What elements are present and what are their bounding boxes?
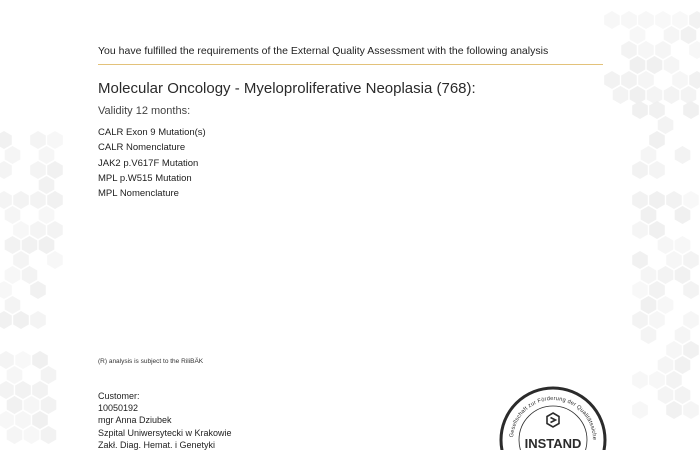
customer-organization: Szpital Uniwersytecki w Krakowie: [98, 427, 232, 438]
validity-label: Validity 12 months:: [98, 105, 191, 117]
gold-divider: [98, 64, 603, 65]
analysis-list: [98, 125, 206, 201]
intro-statement: You have fulfilled the requirements of the External Quality Assessment with the following analysis: [98, 45, 549, 57]
customer-label: Customer:: [98, 391, 140, 401]
customer-block: [98, 390, 318, 451]
rilibak-footnote: (R) analysis is subject to the RiliBÄK: [98, 358, 204, 365]
analysis-item: CALR Nomenclature: [98, 142, 186, 154]
section-title: Molecular Oncology - Myeloproliferative Neoplasia (768):: [98, 80, 476, 97]
seal-brand: INSTAND: [524, 436, 582, 450]
analysis-item: MPL p.W515 Mutation: [98, 172, 192, 184]
customer-name: mgr Anna Dziubek: [98, 415, 172, 426]
customer-department: Zakł. Diag. Hemat. i Genetyki: [98, 439, 216, 450]
analysis-item: JAK2 p.V617F Mutation: [98, 157, 199, 169]
seal-arc-text: Gesellschaft zur Förderung der Qualitätssiche: [509, 395, 598, 441]
analysis-item: CALR Exon 9 Mutation(s): [98, 127, 206, 138]
analysis-item: MPL Nomenclature: [98, 188, 179, 200]
instand-seal: [498, 378, 608, 450]
customer-number: 10050192: [98, 403, 139, 414]
